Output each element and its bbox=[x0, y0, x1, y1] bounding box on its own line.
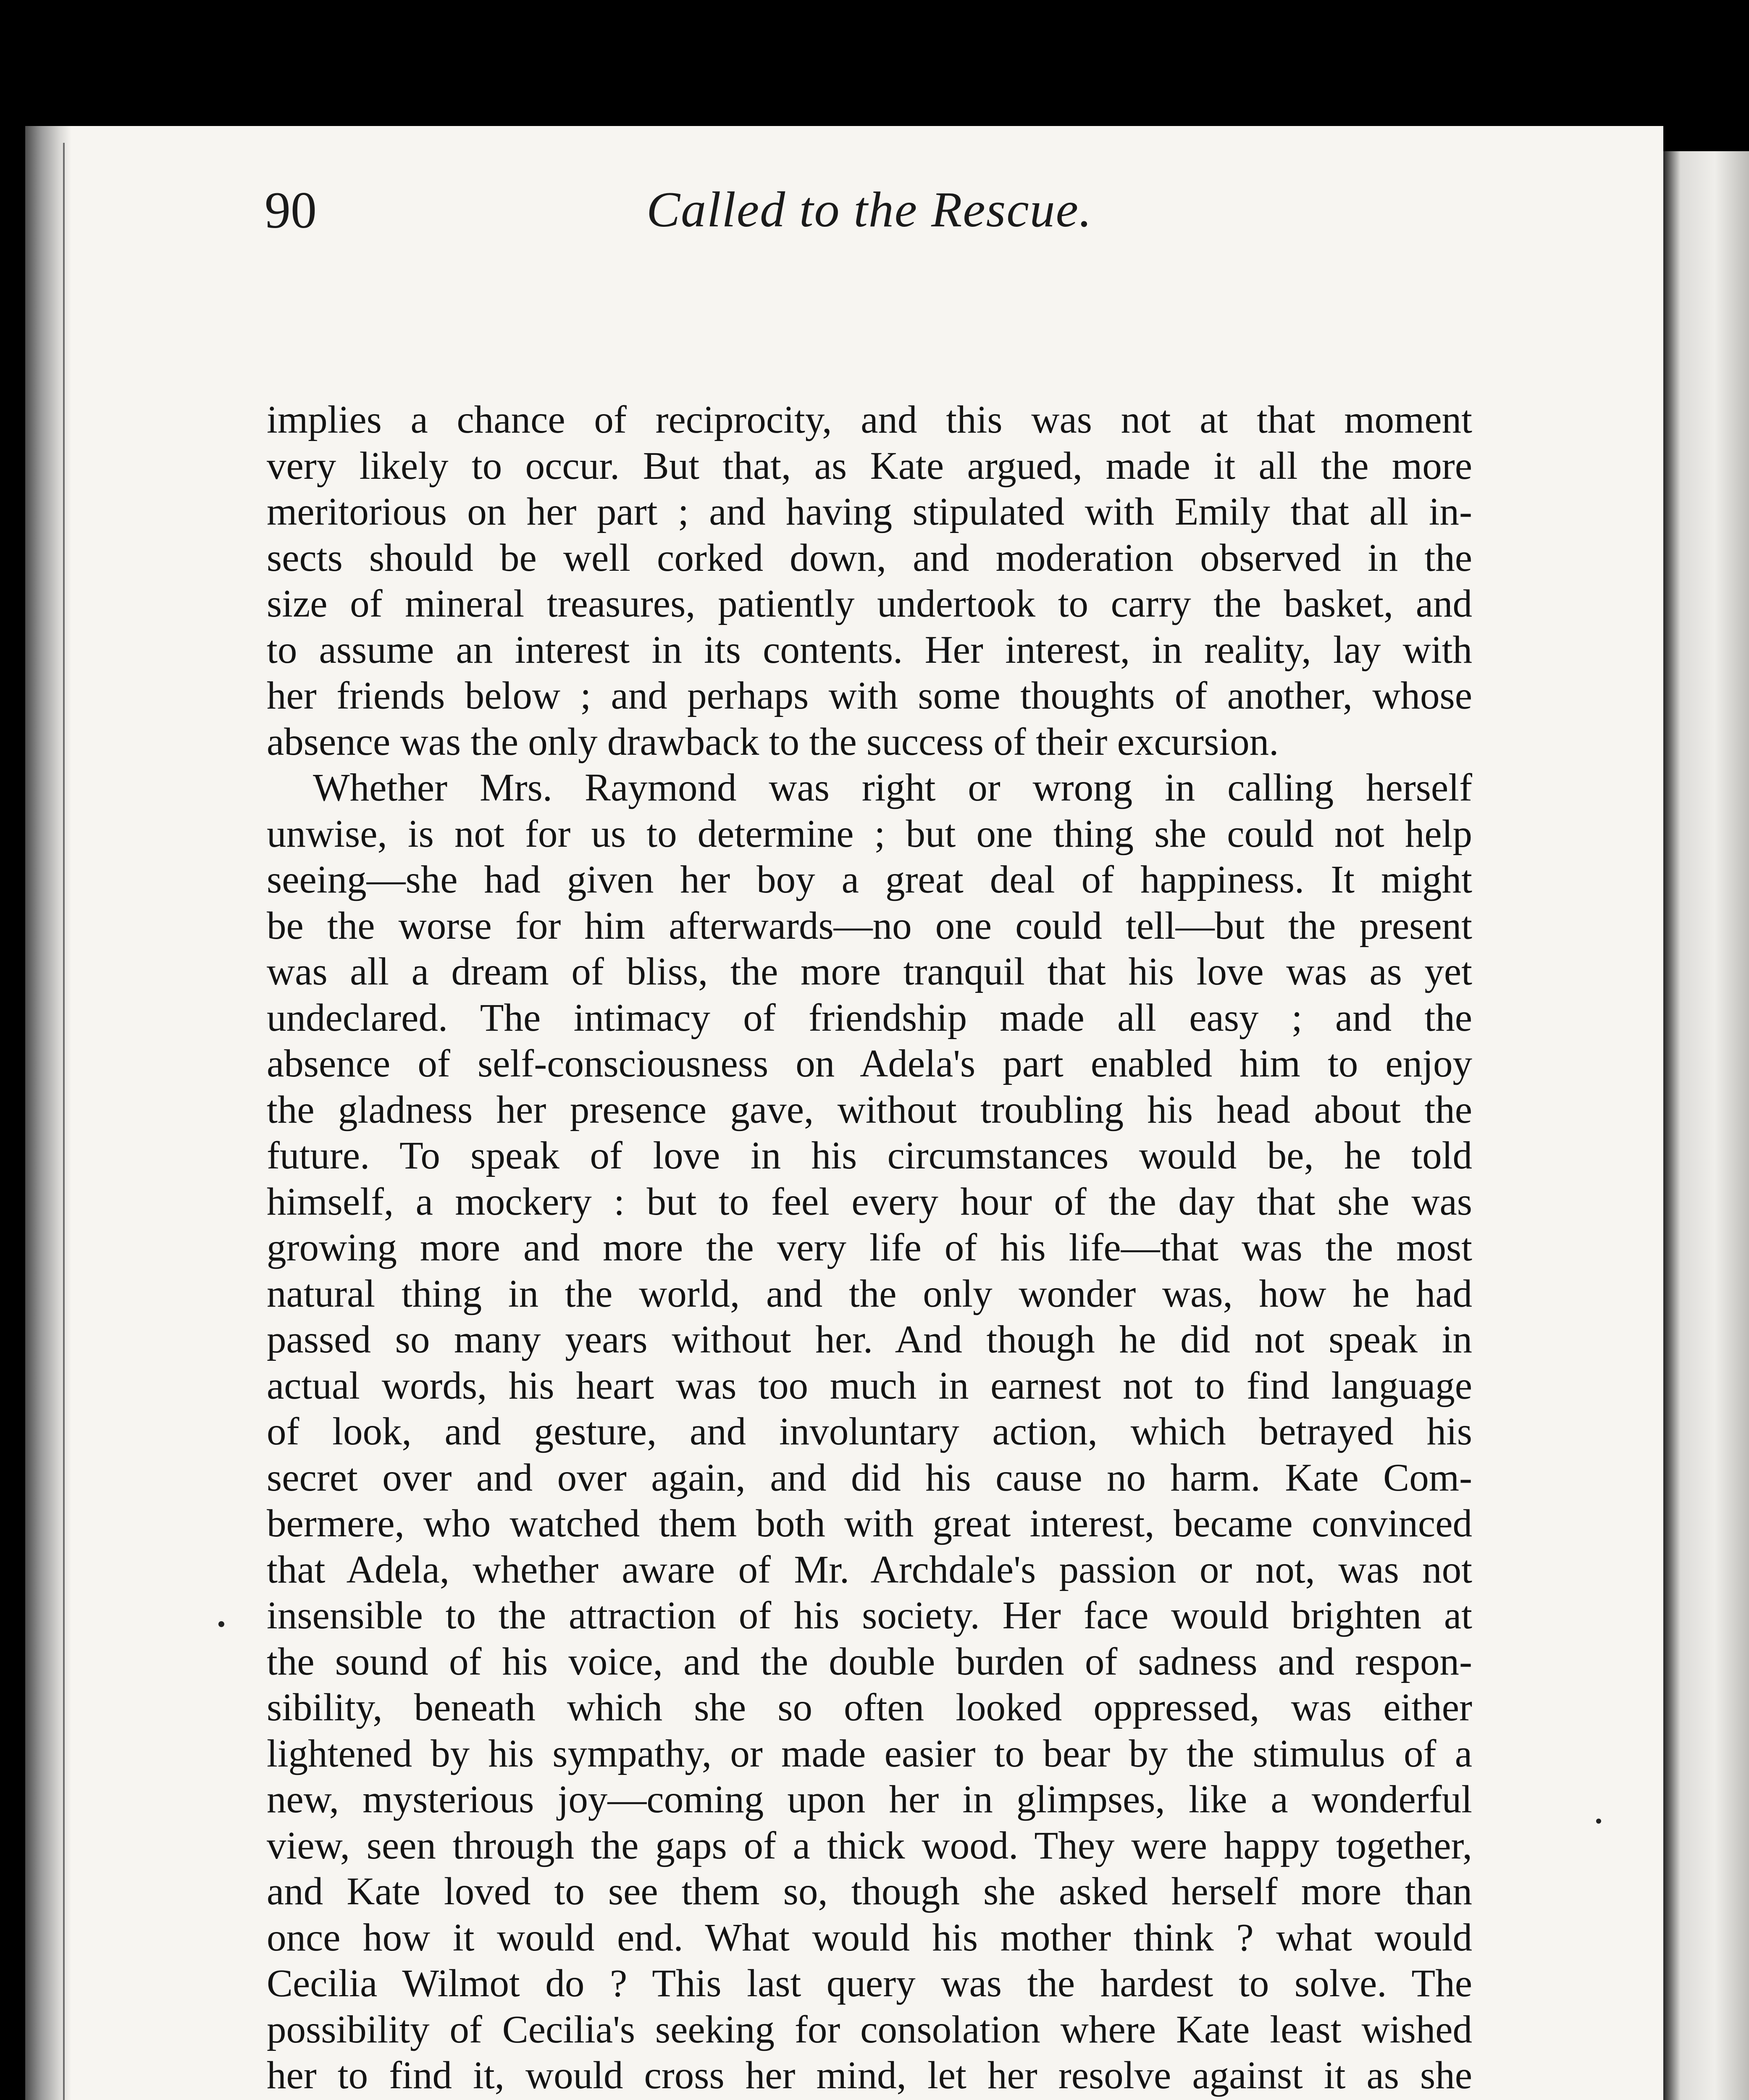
text-line: actual words, his heart was too much in earnest not to find language bbox=[267, 1364, 1472, 1407]
ink-speck bbox=[1596, 1819, 1601, 1824]
text-line: the gladness her presence gave, without troubling his head about the bbox=[267, 1088, 1472, 1131]
text-line: absence was the only drawback to the success of their excursion. bbox=[267, 720, 1279, 764]
text-line: meritorious on her part ; and having stipulated with Emily that all in- bbox=[267, 490, 1472, 533]
text-line: her to find it, would cross her mind, let her resolve against it as she bbox=[267, 2054, 1472, 2097]
page-header bbox=[239, 168, 1500, 252]
text-line: her friends below ; and perhaps with some thoughts of another, whose bbox=[267, 674, 1472, 717]
text-line: new, mysterious joy—coming upon her in glimpses, like a wonderful bbox=[267, 1778, 1472, 1821]
text-line: sects should be well corked down, and moderation observed in the bbox=[267, 536, 1472, 580]
text-line: size of mineral treasures, patiently undertook to carry the basket, and bbox=[267, 582, 1472, 625]
text-line: lightened by his sympathy, or made easier to bear by the stimulus of a bbox=[267, 1732, 1472, 1775]
text-line: implies a chance of reciprocity, and this was not at that moment bbox=[267, 398, 1472, 441]
page-number: 90 bbox=[265, 181, 317, 239]
adjacent-page-edge bbox=[1663, 151, 1749, 2100]
text-line: once how it would end. What would his mother think ? what would bbox=[267, 1916, 1472, 1959]
text-line: undeclared. The intimacy of friendship made all easy ; and the bbox=[267, 996, 1472, 1040]
text-line: himself, a mockery : but to feel every hour of the day that she was bbox=[267, 1180, 1472, 1223]
text-line: and Kate loved to see them so, though she asked herself more than bbox=[267, 1870, 1472, 1913]
text-line: view, seen through the gaps of a thick wood. They were happy together, bbox=[267, 1824, 1472, 1867]
text-line: be the worse for him afterwards—no one could tell—but the present bbox=[267, 904, 1472, 948]
text-line: Cecilia Wilmot do ? This last query was the hardest to solve. The bbox=[267, 1962, 1472, 2005]
text-line: was all a dream of bliss, the more tranquil that his love was as yet bbox=[267, 950, 1472, 993]
text-line: of look, and gesture, and involuntary action, which betrayed his bbox=[267, 1410, 1472, 1453]
text-line: the sound of his voice, and the double burden of sadness and respon- bbox=[267, 1640, 1472, 1683]
text-line: very likely to occur. But that, as Kate argued, made it all the more bbox=[267, 444, 1472, 488]
body-text bbox=[267, 397, 1472, 2100]
text-line: natural thing in the world, and the only wonder was, how he had bbox=[267, 1272, 1472, 1315]
text-line: unwise, is not for us to determine ; but one thing she could not help bbox=[267, 812, 1472, 856]
text-line: insensible to the attraction of his society. Her face would brighten at bbox=[267, 1594, 1472, 1637]
text-line bbox=[267, 2099, 1472, 2100]
text-line: growing more and more the very life of his life—that was the most bbox=[267, 1226, 1472, 1269]
text-line: seeing—she had given her boy a great deal of happiness. It might bbox=[267, 858, 1472, 901]
text-line: secret over and over again, and did his cause no harm. Kate Com- bbox=[267, 1456, 1472, 1499]
text-line: possibility of Cecilia's seeking for consolation where Kate least wished bbox=[267, 2008, 1472, 2051]
text-line: bermere, who watched them both with great interest, became convinced bbox=[267, 1502, 1472, 1545]
text-line: future. To speak of love in his circumstances would be, he told bbox=[267, 1134, 1472, 1177]
text-line: that Adela, whether aware of Mr. Archdale's passion or not, was not bbox=[267, 1548, 1472, 1591]
ink-speck bbox=[218, 1621, 224, 1627]
text-line: Whether Mrs. Raymond was right or wrong in calling herself bbox=[313, 766, 1472, 809]
text-line: passed so many years without her. And though he did not speak in bbox=[267, 1318, 1472, 1361]
binding-edge bbox=[63, 143, 65, 2100]
text-line: sibility, beneath which she so often looked oppressed, was either bbox=[267, 1686, 1472, 1729]
text-line: absence of self-consciousness on Adela's part enabled him to enjoy bbox=[267, 1042, 1472, 1085]
running-title: Called to the Rescue. bbox=[646, 181, 1092, 237]
text-line: to assume an interest in its contents. Her interest, in reality, lay with bbox=[267, 628, 1472, 672]
